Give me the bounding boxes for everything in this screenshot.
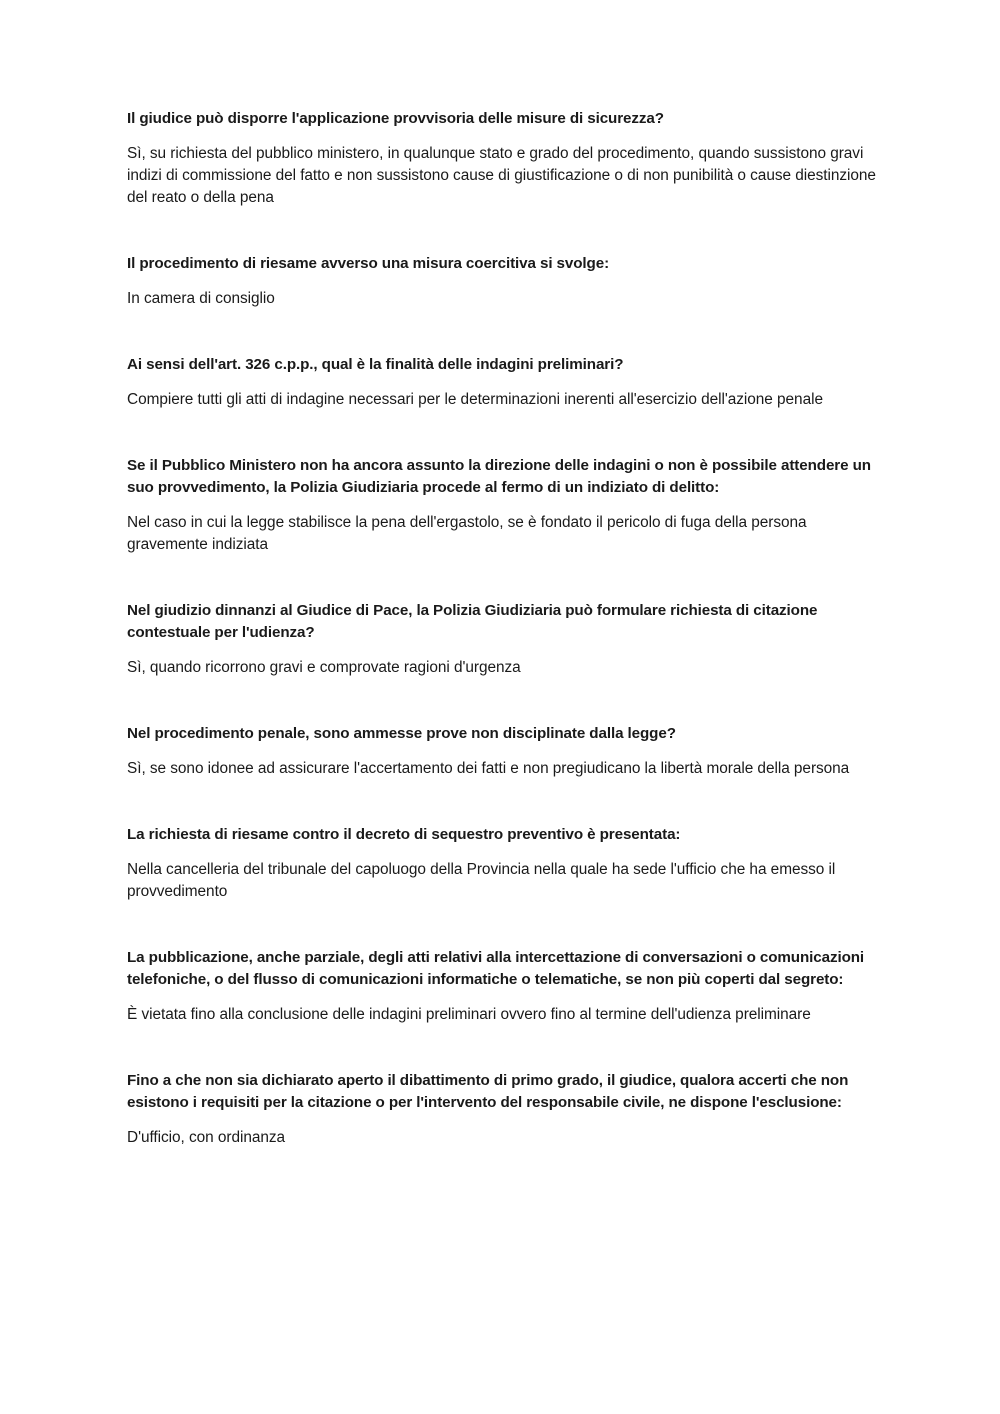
qa-list bbox=[127, 108, 890, 1193]
question-text: Il giudice può disporre l'applicazione provvisoria delle misure di sicurezza? bbox=[127, 110, 664, 127]
question-text: Se il Pubblico Ministero non ha ancora assunto la direzione delle indagini o non è possibile attendere un suo provvedimento, la Polizia Giudiziaria procede al fermo di un indiziato di delitto: bbox=[127, 457, 871, 496]
qa-item bbox=[127, 354, 890, 411]
answer-text: Compiere tutti gli atti di indagine necessari per le determinazioni inerenti all'esercizio dell'azione penale bbox=[127, 391, 823, 408]
qa-item bbox=[127, 1070, 890, 1149]
answer-text: È vietata fino alla conclusione delle indagini preliminari ovvero fino al termine dell'udienza preliminare bbox=[127, 1006, 811, 1023]
qa-item bbox=[127, 455, 890, 556]
answer-text: Sì, su richiesta del pubblico ministero, in qualunque stato e grado del procedimento, quando sussistono gravi indizi di commissione del fatto e non sussistono cause di giustificazione o di non punibilità o cause diestinzione del reato o della pena bbox=[127, 145, 876, 206]
question-text: Ai sensi dell'art. 326 c.p.p., qual è la finalità delle indagini preliminari? bbox=[127, 356, 624, 373]
qa-item bbox=[127, 723, 890, 780]
qa-item bbox=[127, 253, 890, 310]
answer-text: Sì, quando ricorrono gravi e comprovate ragioni d'urgenza bbox=[127, 659, 521, 676]
question-text: Fino a che non sia dichiarato aperto il dibattimento di primo grado, il giudice, qualora accerti che non esistono i requisiti per la citazione o per l'intervento del responsabile civile, ne dispone l'esclusione: bbox=[127, 1072, 849, 1111]
qa-item bbox=[127, 947, 890, 1026]
qa-item bbox=[127, 600, 890, 679]
question-text: Nel procedimento penale, sono ammesse prove non disciplinate dalla legge? bbox=[127, 725, 676, 742]
question-text: La richiesta di riesame contro il decreto di sequestro preventivo è presentata: bbox=[127, 826, 681, 843]
answer-text: Sì, se sono idonee ad assicurare l'accertamento dei fatti e non pregiudicano la libertà morale della persona bbox=[127, 760, 850, 777]
question-text: Nel giudizio dinnanzi al Giudice di Pace, la Polizia Giudiziaria può formulare richiesta di citazione contestuale per l'udienza? bbox=[127, 602, 818, 641]
question-text: La pubblicazione, anche parziale, degli atti relativi alla intercettazione di conversazioni o comunicazioni telefoniche, o del flusso di comunicazioni informatiche o telematiche, se non più coperti dal segreto: bbox=[127, 949, 865, 988]
qa-item bbox=[127, 824, 890, 903]
answer-text: Nel caso in cui la legge stabilisce la pena dell'ergastolo, se è fondato il pericolo di fuga della persona gravemente indiziata bbox=[127, 514, 807, 553]
qa-item bbox=[127, 108, 890, 209]
answer-text: D'ufficio, con ordinanza bbox=[127, 1129, 286, 1146]
question-text: Il procedimento di riesame avverso una misura coercitiva si svolge: bbox=[127, 255, 610, 272]
answer-text: Nella cancelleria del tribunale del capoluogo della Provincia nella quale ha sede l'ufficio che ha emesso il provvedimento bbox=[127, 861, 836, 900]
answer-text: In camera di consiglio bbox=[127, 290, 275, 307]
